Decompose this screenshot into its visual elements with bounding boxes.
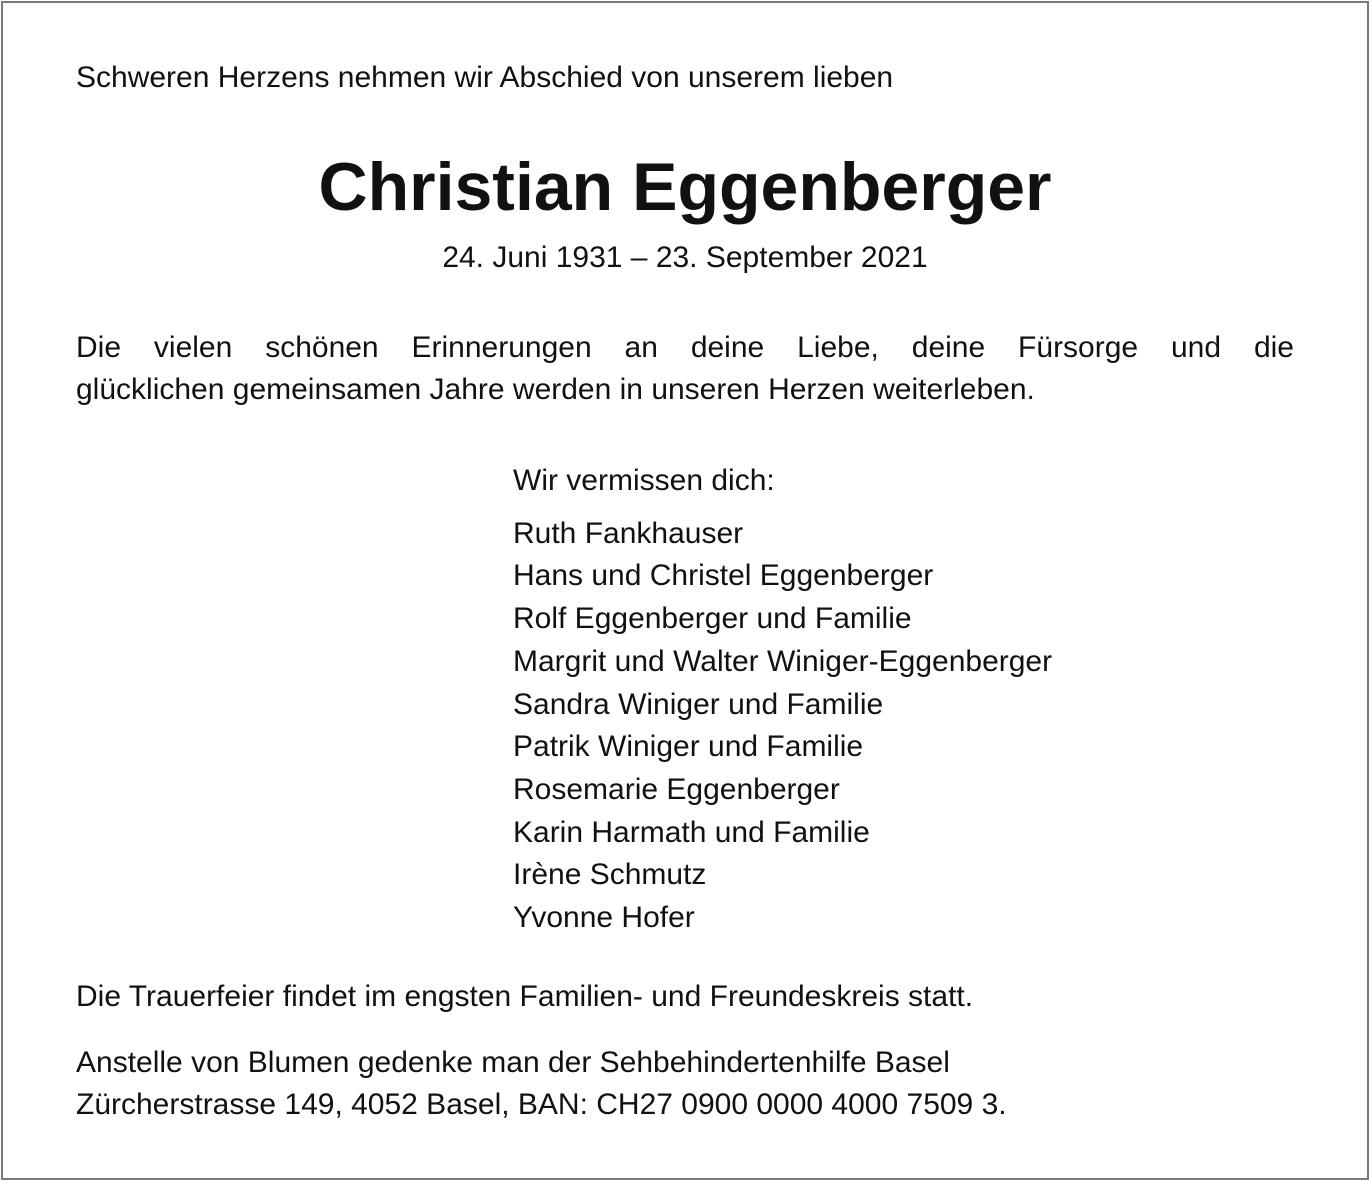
mourner-name: Hans und Christel Eggenberger	[513, 559, 934, 593]
mourner-name: Sandra Winiger und Familie	[513, 687, 884, 721]
memory-line-1: Die vielen schönen Erinnerungen an deine Liebe, deine Fürsorge und die	[76, 331, 1294, 364]
memory-paragraph	[76, 327, 1294, 411]
mourner-name: Patrik Winiger und Familie	[513, 730, 864, 764]
life-dates: 24. Juni 1931 – 23. September 2021	[442, 241, 928, 274]
mourner-name: Yvonne Hofer	[513, 901, 695, 935]
intro-text: Schweren Herzens nehmen wir Abschied von unserem lieben	[76, 61, 894, 94]
mourner-name: Irène Schmutz	[513, 858, 707, 892]
mourner-name: Margrit und Walter Winiger-Eggenberger	[513, 644, 1053, 678]
mourner-name: Ruth Fankhauser	[513, 516, 744, 550]
ceremony-note: Die Trauerfeier findet im engsten Familien- und Freundeskreis statt.	[76, 980, 974, 1013]
mourner-name: Rosemarie Eggenberger	[513, 772, 840, 806]
donation-note	[76, 1042, 1007, 1126]
mourner-name: Rolf Eggenberger und Familie	[513, 602, 912, 636]
deceased-name: Christian Eggenberger	[318, 149, 1052, 225]
memory-line-2: glücklichen gemeinsamen Jahre werden in unseren Herzen weiterleben.	[76, 373, 1035, 406]
donation-line-2: Zürcherstrasse 149, 4052 Basel, BAN: CH27 0900 0000 4000 7509 3.	[76, 1088, 1007, 1121]
mourners-block	[513, 460, 1052, 940]
mourners-heading: Wir vermissen dich:	[513, 464, 775, 497]
donation-line-1: Anstelle von Blumen gedenke man der Sehbehindertenhilfe Basel	[76, 1046, 950, 1079]
mourners-list	[513, 513, 1052, 940]
mourner-name: Karin Harmath und Familie	[513, 815, 870, 849]
